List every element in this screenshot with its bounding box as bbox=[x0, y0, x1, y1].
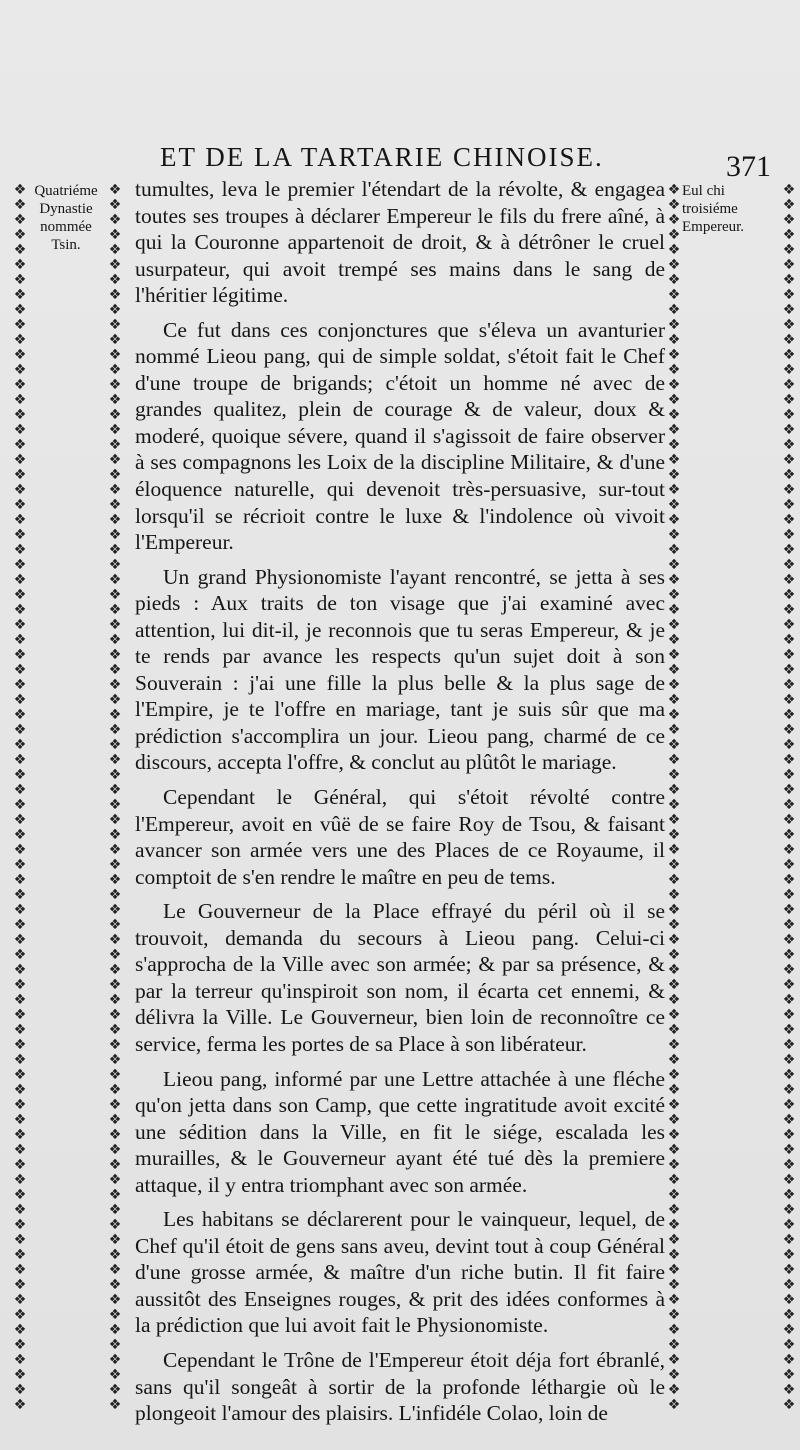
ornament-border-inner-right: ❖ ❖ ❖ ❖ ❖ ❖ ❖ ❖ ❖ ❖ ❖ ❖ ❖ ❖ ❖ ❖ ❖ ❖ ❖ ❖ ❖ ❖ ❖ ❖ ❖ ❖ ❖ ❖ ❖ ❖ ❖ ❖ ❖ ❖ ❖ ❖ ❖ ❖ ❖ ❖ ❖ ❖ ❖ ❖ ❖ ❖ ❖ ❖ ❖ ❖ ❖ ❖ ❖ ❖ ❖ ❖ ❖ ❖ ❖ ❖ ❖ ❖ ❖ ❖ ❖ ❖ ❖ ❖ ❖ ❖ ❖ ❖ ❖ ❖ ❖ ❖ ❖ ❖ ❖ ❖ ❖ ❖ bbox=[667, 183, 681, 1413]
paragraph: Les habitans se déclarerent pour le vainqueur, lequel, de Chef qu'il étoit de gens sans aveu, devint tout à coup Général d'une grosse armée, & maître d'un riche butin. Il fit faire aussitôt des Enseignes rouges, & prit des idées conformes à la prédiction que lui avoit fait le Physionomiste. bbox=[135, 1207, 665, 1338]
paragraph: tumultes, leva le premier l'étendart de la révolte, & engagea toutes ses troupes à déclarer Empereur le fils du frere aîné, à qui la Couronne appartenoit de droit, & à détrôner le cruel usurpateur, qui avoit trempé ses mains dans le sang de l'héritier légitime. bbox=[135, 177, 665, 308]
page-header bbox=[0, 140, 800, 183]
ornament-border-right: ❖ ❖ ❖ ❖ ❖ ❖ ❖ ❖ ❖ ❖ ❖ ❖ ❖ ❖ ❖ ❖ ❖ ❖ ❖ ❖ ❖ ❖ ❖ ❖ ❖ ❖ ❖ ❖ ❖ ❖ ❖ ❖ ❖ ❖ ❖ ❖ ❖ ❖ ❖ ❖ ❖ ❖ ❖ ❖ ❖ ❖ ❖ ❖ ❖ ❖ ❖ ❖ ❖ ❖ ❖ ❖ ❖ ❖ ❖ ❖ ❖ ❖ ❖ ❖ ❖ ❖ ❖ ❖ ❖ ❖ ❖ ❖ ❖ ❖ ❖ ❖ ❖ ❖ ❖ ❖ ❖ ❖ bbox=[782, 183, 796, 1413]
margin-note-left: Quatriéme Dynastie nommée Tsin. bbox=[34, 183, 98, 253]
page-number: 371 bbox=[726, 150, 771, 183]
running-title: ET DE LA TARTARIE CHINOISE. bbox=[160, 142, 604, 172]
paragraph: Le Gouverneur de la Place effrayé du péril où il se trouvoit, demanda du secours à Lieou pang. Celui-ci s'approcha de la Ville avec son armée; & par sa présence, & par la terreur qu'inspiroit son nom, il écarta cet ennemi, & délivra la Ville. Le Gouverneur, bien loin de reconnoître ce service, ferma les portes de sa Place à son libérateur. bbox=[135, 899, 665, 1056]
ornament-border-inner-left: ❖ ❖ ❖ ❖ ❖ ❖ ❖ ❖ ❖ ❖ ❖ ❖ ❖ ❖ ❖ ❖ ❖ ❖ ❖ ❖ ❖ ❖ ❖ ❖ ❖ ❖ ❖ ❖ ❖ ❖ ❖ ❖ ❖ ❖ ❖ ❖ ❖ ❖ ❖ ❖ ❖ ❖ ❖ ❖ ❖ ❖ ❖ ❖ ❖ ❖ ❖ ❖ ❖ ❖ ❖ ❖ ❖ ❖ ❖ ❖ ❖ ❖ ❖ ❖ ❖ ❖ ❖ ❖ ❖ ❖ ❖ ❖ ❖ ❖ ❖ ❖ ❖ ❖ ❖ ❖ ❖ ❖ bbox=[108, 183, 122, 1413]
ornament-border-left: ❖ ❖ ❖ ❖ ❖ ❖ ❖ ❖ ❖ ❖ ❖ ❖ ❖ ❖ ❖ ❖ ❖ ❖ ❖ ❖ ❖ ❖ ❖ ❖ ❖ ❖ ❖ ❖ ❖ ❖ ❖ ❖ ❖ ❖ ❖ ❖ ❖ ❖ ❖ ❖ ❖ ❖ ❖ ❖ ❖ ❖ ❖ ❖ ❖ ❖ ❖ ❖ ❖ ❖ ❖ ❖ ❖ ❖ ❖ ❖ ❖ ❖ ❖ ❖ ❖ ❖ ❖ ❖ ❖ ❖ ❖ ❖ ❖ ❖ ❖ ❖ ❖ ❖ ❖ ❖ ❖ ❖ bbox=[13, 183, 27, 1413]
paragraph: Cependant le Général, qui s'étoit révolté contre l'Empereur, avoit en vûë de se faire Roy de Tsou, & faisant avancer son armée vers une des Places de ce Royaume, il comptoit de s'en rendre le maître en peu de tems. bbox=[135, 785, 665, 889]
margin-note-right: Eul chi troisiéme Empereur. bbox=[682, 183, 745, 235]
paragraph: Un grand Physionomiste l'ayant rencontré, se jetta à ses pieds : Aux traits de ton visage que j'ai examiné avec attention, lui dit-il, je reconnois que tu seras Empereur, & je te rends par avance les respects qu'un sujet doit à son Souverain : j'ai une fille la plus belle & la plus sage de l'Empire, je te l'offre en mariage, tant je suis sûr que ma prédiction s'accomplira un jour. Lieou pang, charmé de ce discours, accepta l'offre, & conclut au plûtôt le mariage. bbox=[135, 564, 665, 775]
paragraph: Lieou pang, informé par une Lettre attachée à une fléche qu'on jetta dans son Camp, que cette ingratitude avoit excité une sédition dans la Ville, en fit le siége, escalada les murailles, & le Gouverneur ayant été tué dès la premiere attaque, il y entra triomphant avec son armée. bbox=[135, 1066, 665, 1197]
paragraph: Cependant le Trône de l'Empereur étoit déja fort ébranlé, sans qu'il songeât à sortir de la profonde léthargie où le plongeoit l'amour des plaisirs. L'infidéle Colao, loin de bbox=[135, 1347, 665, 1426]
body-text bbox=[135, 176, 665, 1427]
paragraph: Ce fut dans ces conjonctures que s'éleva un avanturier nommé Lieou pang, qui de simple soldat, s'étoit fait le Chef d'une troupe de brigands; c'étoit un homme né avec de grandes qualitez, plein de courage & de valeur, doux & moderé, quoique sévere, quand il s'agissoit de faire observer à ses compagnons les Loix de la discipline Militaire, & d'une éloquence naturelle, qui devenoit très-persuasive, sur-tout lorsqu'il se récrioit contre le luxe & l'indolence où vivoit l'Empereur. bbox=[135, 317, 665, 555]
